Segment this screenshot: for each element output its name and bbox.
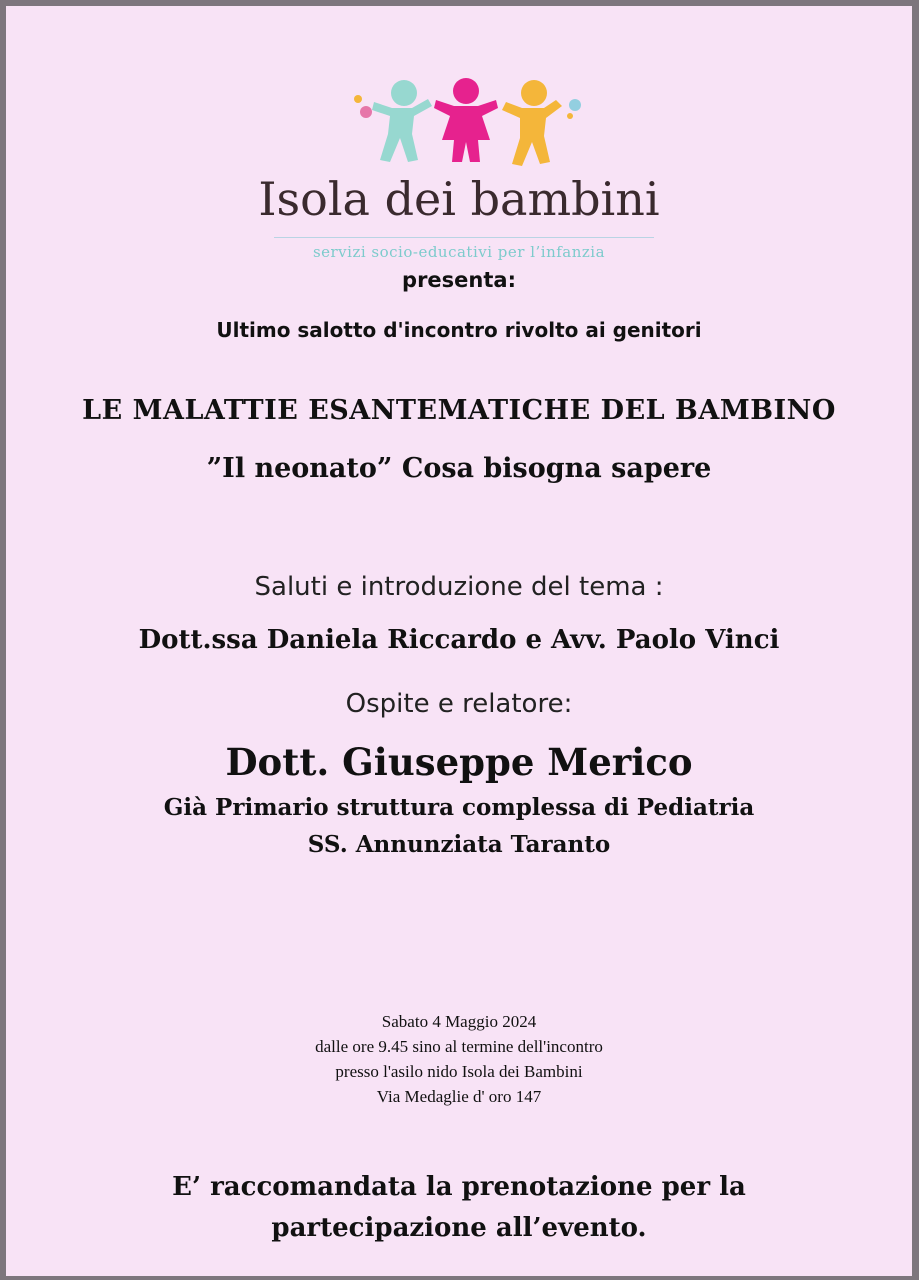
booking-note-cont: partecipazione all’evento.	[271, 1213, 647, 1243]
guest-role: Già Primario struttura complessa di Pediatria	[163, 794, 755, 821]
guest-hospital: SS. Annunziata Taranto	[307, 831, 611, 858]
event-title: LE MALATTIE ESANTEMATICHE DEL BAMBINO	[82, 395, 836, 426]
event-address: Via Medaglie d' oro 147	[376, 1087, 542, 1106]
flyer-page	[6, 6, 912, 1276]
brand-tagline: servizi socio-educativi per l’infanzia	[312, 243, 606, 261]
logo	[6, 76, 912, 266]
presenta-text: presenta:	[402, 268, 516, 292]
intro-label: Saluti e introduzione del tema :	[254, 572, 664, 602]
guest-name: Dott. Giuseppe Merico	[225, 740, 693, 784]
event-title-subheading: ”Il neonato” Cosa bisogna sapere	[206, 453, 712, 484]
three-children-icon	[344, 76, 594, 176]
brand-name: Isola dei bambini	[258, 172, 660, 226]
intro-names: Dott.ssa Daniela Riccardo e Avv. Paolo Vinci	[138, 625, 780, 655]
event-date: Sabato 4 Maggio 2024	[381, 1012, 537, 1031]
event-time: dalle ore 9.45 sino al termine dell'incontro	[315, 1037, 603, 1056]
guest-label: Ospite e relatore:	[345, 689, 573, 719]
brand-divider	[274, 237, 654, 238]
event-subtitle: Ultimo salotto d'incontro rivolto ai genitori	[216, 318, 702, 342]
event-place: presso l'asilo nido Isola dei Bambini	[335, 1062, 583, 1081]
booking-note: E’ raccomandata la prenotazione per la	[172, 1172, 746, 1202]
